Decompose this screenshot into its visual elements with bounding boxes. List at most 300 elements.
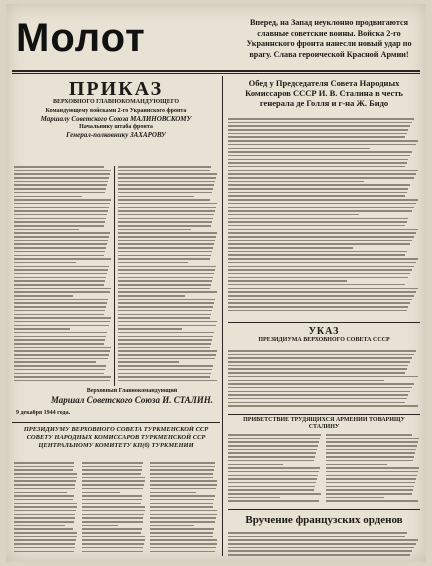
text-line bbox=[150, 506, 213, 508]
text-line bbox=[228, 195, 405, 197]
text-line bbox=[150, 488, 216, 490]
text-line bbox=[118, 361, 179, 363]
text-line bbox=[228, 478, 317, 480]
text-line bbox=[118, 173, 217, 175]
text-line bbox=[118, 236, 216, 238]
text-line bbox=[14, 317, 111, 319]
text-line bbox=[150, 514, 217, 516]
text-line bbox=[14, 310, 105, 312]
text-line bbox=[228, 162, 407, 164]
text-line bbox=[228, 291, 416, 293]
text-line bbox=[150, 551, 215, 553]
text-line bbox=[228, 467, 320, 469]
text-line bbox=[82, 492, 120, 494]
greeting-text-column-2 bbox=[326, 434, 420, 506]
order-text-column-2 bbox=[118, 166, 218, 386]
armenia-greeting-title: ПРИВЕТСТВИЕ ТРУДЯЩИХСЯ АРМЕНИИ ТОВАРИЩУ СТАЛИНУ bbox=[243, 417, 405, 430]
text-line bbox=[14, 462, 74, 464]
text-line bbox=[14, 354, 109, 356]
text-line bbox=[82, 536, 145, 538]
text-line bbox=[118, 247, 213, 249]
text-line bbox=[228, 486, 315, 488]
text-line bbox=[14, 299, 108, 301]
text-line bbox=[326, 489, 413, 491]
text-line bbox=[228, 354, 414, 356]
text-line bbox=[228, 188, 408, 190]
text-line bbox=[14, 170, 111, 172]
text-line bbox=[82, 495, 142, 497]
text-line bbox=[150, 477, 213, 479]
text-line bbox=[326, 486, 414, 488]
text-line bbox=[14, 302, 107, 304]
text-line bbox=[228, 310, 407, 312]
text-line bbox=[14, 495, 74, 497]
text-line bbox=[228, 302, 410, 304]
signature-role: Верховный Главнокомандующий bbox=[86, 388, 178, 394]
dinner-article bbox=[228, 118, 420, 316]
text-line bbox=[14, 492, 67, 494]
text-line bbox=[14, 499, 73, 501]
text-line bbox=[82, 503, 141, 505]
text-line bbox=[118, 258, 210, 260]
text-line bbox=[118, 192, 212, 194]
text-line bbox=[14, 240, 108, 242]
text-line bbox=[228, 207, 414, 209]
text-line bbox=[14, 192, 105, 194]
text-line bbox=[228, 133, 407, 135]
text-line bbox=[228, 365, 408, 367]
text-line bbox=[118, 358, 215, 360]
text-line bbox=[118, 203, 217, 205]
text-line bbox=[326, 449, 416, 451]
text-line bbox=[14, 266, 109, 268]
text-line bbox=[14, 306, 106, 308]
text-line bbox=[82, 462, 143, 464]
section-rule bbox=[228, 509, 420, 510]
text-line bbox=[326, 471, 418, 473]
signature-name: Маршал Советского Союза И. СТАЛИН. bbox=[50, 395, 214, 405]
text-line bbox=[82, 469, 142, 471]
text-line bbox=[14, 343, 104, 345]
newspaper-logo: Молот bbox=[16, 16, 146, 60]
text-line bbox=[14, 258, 111, 260]
text-line bbox=[14, 376, 111, 378]
text-line bbox=[228, 405, 418, 407]
text-line bbox=[228, 144, 416, 146]
text-line bbox=[118, 343, 211, 345]
text-line bbox=[228, 247, 353, 249]
text-line bbox=[14, 506, 77, 508]
text-line bbox=[326, 441, 418, 443]
text-line bbox=[82, 466, 142, 468]
text-line bbox=[228, 497, 280, 499]
text-line bbox=[14, 503, 77, 505]
text-line bbox=[326, 460, 413, 462]
addressee-line-1: Командующему войсками 2-го Украинского фронта bbox=[45, 108, 187, 114]
text-line bbox=[150, 503, 213, 505]
text-line bbox=[228, 232, 416, 234]
text-line bbox=[326, 438, 419, 440]
text-line bbox=[14, 280, 105, 282]
text-line bbox=[14, 210, 108, 212]
text-line bbox=[14, 273, 107, 275]
text-line bbox=[228, 438, 320, 440]
text-line bbox=[14, 466, 74, 468]
text-line bbox=[118, 314, 211, 316]
text-line bbox=[14, 173, 110, 175]
awards-text bbox=[228, 532, 420, 558]
text-line bbox=[228, 236, 414, 238]
text-line bbox=[118, 277, 213, 279]
text-line bbox=[228, 170, 418, 172]
text-line bbox=[228, 357, 412, 359]
text-line bbox=[150, 469, 214, 471]
text-line bbox=[118, 306, 213, 308]
text-line bbox=[228, 539, 418, 541]
center-divider bbox=[222, 76, 223, 556]
text-line bbox=[118, 336, 213, 338]
text-line bbox=[228, 368, 407, 370]
text-line bbox=[118, 317, 210, 319]
text-line bbox=[326, 497, 384, 499]
text-line bbox=[14, 291, 110, 293]
text-line bbox=[150, 539, 217, 541]
text-line bbox=[14, 314, 104, 316]
text-line bbox=[118, 207, 216, 209]
text-line bbox=[118, 166, 211, 168]
text-line bbox=[14, 188, 106, 190]
text-line bbox=[228, 140, 418, 142]
text-line bbox=[14, 477, 77, 479]
text-line bbox=[228, 350, 416, 352]
text-line bbox=[118, 376, 210, 378]
text-line bbox=[118, 266, 216, 268]
text-line bbox=[228, 251, 407, 253]
text-line bbox=[150, 525, 194, 527]
text-line bbox=[14, 521, 74, 523]
text-line bbox=[14, 325, 109, 327]
text-line bbox=[118, 321, 217, 323]
text-line bbox=[228, 288, 418, 290]
text-line bbox=[14, 528, 73, 530]
text-line bbox=[228, 258, 418, 260]
text-line bbox=[326, 482, 415, 484]
text-line bbox=[14, 469, 73, 471]
text-line bbox=[326, 434, 412, 436]
text-line bbox=[118, 240, 215, 242]
text-line bbox=[228, 218, 408, 220]
text-line bbox=[228, 277, 408, 279]
text-line bbox=[14, 532, 77, 534]
text-line bbox=[14, 262, 76, 264]
text-line bbox=[82, 517, 143, 519]
text-line bbox=[326, 493, 412, 495]
text-line bbox=[14, 207, 109, 209]
text-line bbox=[326, 464, 387, 466]
text-line bbox=[228, 181, 364, 183]
text-line bbox=[228, 383, 414, 385]
text-line bbox=[82, 484, 144, 486]
text-line bbox=[14, 236, 109, 238]
text-line bbox=[228, 547, 414, 549]
text-line bbox=[228, 243, 410, 245]
text-line bbox=[82, 539, 145, 541]
text-line bbox=[82, 510, 145, 512]
text-line bbox=[14, 221, 105, 223]
text-line bbox=[228, 554, 410, 556]
text-line bbox=[228, 372, 405, 374]
text-line bbox=[118, 365, 213, 367]
text-line bbox=[228, 543, 416, 545]
text-line bbox=[150, 532, 213, 534]
text-line bbox=[14, 361, 96, 363]
text-line bbox=[326, 475, 417, 477]
text-line bbox=[228, 482, 316, 484]
text-line bbox=[118, 243, 214, 245]
text-line bbox=[228, 125, 410, 127]
text-line bbox=[82, 488, 143, 490]
text-line bbox=[228, 299, 412, 301]
text-line bbox=[14, 243, 107, 245]
text-line bbox=[14, 380, 110, 382]
text-line bbox=[228, 376, 418, 378]
text-line bbox=[14, 547, 75, 549]
text-line bbox=[228, 475, 318, 477]
text-line bbox=[228, 449, 317, 451]
text-line bbox=[150, 543, 217, 545]
text-line bbox=[228, 394, 408, 396]
text-line bbox=[228, 532, 407, 534]
text-line bbox=[14, 232, 110, 234]
text-line bbox=[326, 452, 415, 454]
text-line bbox=[228, 269, 412, 271]
text-line bbox=[118, 288, 210, 290]
text-line bbox=[118, 380, 217, 382]
column-divider bbox=[114, 166, 115, 386]
text-line bbox=[150, 536, 213, 538]
text-line bbox=[228, 273, 410, 275]
text-line bbox=[228, 148, 370, 150]
text-line bbox=[14, 536, 77, 538]
text-line bbox=[14, 251, 105, 253]
turkmen-greeting-title: ПРЕЗИДИУМУ ВЕРХОВНОГО СОВЕТА ТУРКМЕНСКОЙ ССР СОВЕТУ НАРОДНЫХ КОМИССАРОВ ТУРКМЕНСКОЙ ССР ЦЕНТРАЛЬНОМУ КОМИТЕТУ КП(б) ТУРКМЕНИИ bbox=[23, 426, 209, 449]
text-line bbox=[118, 196, 194, 198]
text-line bbox=[14, 218, 106, 220]
text-line bbox=[150, 510, 217, 512]
text-line bbox=[228, 391, 410, 393]
text-line bbox=[118, 347, 210, 349]
text-line bbox=[14, 332, 107, 334]
text-line bbox=[14, 196, 82, 198]
text-line bbox=[228, 284, 405, 286]
text-line bbox=[14, 514, 75, 516]
text-line bbox=[14, 365, 106, 367]
text-line bbox=[228, 214, 359, 216]
text-line bbox=[118, 177, 216, 179]
text-line bbox=[118, 232, 217, 234]
text-line bbox=[228, 136, 405, 138]
text-line bbox=[82, 547, 143, 549]
text-line bbox=[14, 255, 104, 257]
text-line bbox=[228, 118, 414, 120]
text-line bbox=[150, 517, 216, 519]
section-rule bbox=[228, 414, 420, 415]
text-line bbox=[82, 521, 143, 523]
text-line bbox=[14, 225, 104, 227]
text-line bbox=[150, 528, 214, 530]
text-line bbox=[228, 402, 405, 404]
text-line bbox=[118, 229, 191, 231]
text-line bbox=[118, 251, 212, 253]
text-line bbox=[150, 473, 213, 475]
text-line bbox=[228, 441, 319, 443]
text-line bbox=[14, 339, 105, 341]
text-line bbox=[228, 471, 319, 473]
text-line bbox=[118, 184, 214, 186]
text-line bbox=[118, 299, 215, 301]
text-line bbox=[228, 173, 416, 175]
order-date: 9 декабря 1944 года. bbox=[16, 410, 71, 416]
bottom-text-column-1 bbox=[14, 462, 78, 558]
text-line bbox=[228, 151, 412, 153]
text-line bbox=[228, 221, 407, 223]
text-line bbox=[14, 295, 73, 297]
text-line bbox=[228, 155, 410, 157]
text-line bbox=[118, 210, 215, 212]
text-line bbox=[14, 177, 109, 179]
addressee-line-2: Маршалу Советского Союза МАЛИНОВСКОМУ bbox=[40, 115, 192, 123]
text-line bbox=[14, 166, 104, 168]
text-line bbox=[82, 506, 145, 508]
text-line bbox=[118, 170, 210, 172]
text-line bbox=[14, 321, 110, 323]
masthead-rule-thin bbox=[12, 73, 420, 74]
text-line bbox=[14, 214, 107, 216]
text-line bbox=[150, 462, 215, 464]
order-title: ПРИКАЗ bbox=[68, 78, 164, 100]
text-line bbox=[228, 456, 315, 458]
text-line bbox=[14, 203, 110, 205]
masthead bbox=[12, 8, 424, 70]
text-line bbox=[118, 369, 212, 371]
text-line bbox=[118, 273, 214, 275]
text-line bbox=[228, 493, 321, 495]
text-line bbox=[228, 203, 416, 205]
text-line bbox=[14, 517, 75, 519]
text-line bbox=[118, 302, 214, 304]
dinner-headline: Обед у Председателя Совета Народных Комиссаров СССР И. В. Сталина в честь генерала де Голля и г-на Ж. Бидо bbox=[245, 78, 403, 108]
text-line bbox=[14, 277, 106, 279]
text-line bbox=[82, 532, 141, 534]
text-line bbox=[82, 499, 142, 501]
text-line bbox=[118, 332, 214, 334]
masthead-banner: Вперед, на Запад неуклонно продвигаются славные советские воины. Войска 2-го Украинского фронта нанесли новый удар по врагу. Слава героической Красной Армии! bbox=[246, 18, 412, 59]
ukaz-header: УКАЗ ПРЕЗИДИУМА ВЕРХОВНОГО СОВЕТА СССР bbox=[258, 326, 390, 343]
text-line bbox=[118, 221, 212, 223]
text-line bbox=[118, 214, 214, 216]
text-line bbox=[14, 480, 76, 482]
text-line bbox=[118, 350, 217, 352]
greeting-text-column-1 bbox=[228, 434, 322, 506]
text-line bbox=[326, 456, 414, 458]
text-line bbox=[14, 543, 75, 545]
text-line bbox=[14, 284, 104, 286]
text-line bbox=[14, 229, 79, 231]
text-line bbox=[228, 210, 412, 212]
text-line bbox=[228, 225, 405, 227]
text-line bbox=[118, 291, 217, 293]
text-line bbox=[14, 473, 77, 475]
text-line bbox=[118, 339, 212, 341]
text-line bbox=[228, 266, 414, 268]
text-line bbox=[228, 184, 410, 186]
text-line bbox=[118, 199, 210, 201]
text-line bbox=[150, 492, 196, 494]
text-line bbox=[118, 255, 211, 257]
text-line bbox=[14, 288, 111, 290]
text-line bbox=[82, 528, 142, 530]
text-line bbox=[228, 434, 321, 436]
text-line bbox=[228, 262, 416, 264]
text-line bbox=[118, 310, 212, 312]
text-line bbox=[118, 295, 185, 297]
text-line bbox=[14, 347, 111, 349]
section-rule bbox=[228, 322, 420, 323]
text-line bbox=[150, 547, 216, 549]
text-line bbox=[150, 480, 217, 482]
text-line bbox=[228, 452, 316, 454]
text-line bbox=[82, 473, 141, 475]
text-line bbox=[228, 254, 405, 256]
text-line bbox=[118, 269, 215, 271]
text-line bbox=[14, 510, 76, 512]
text-line bbox=[228, 240, 412, 242]
text-line bbox=[82, 543, 144, 545]
text-line bbox=[118, 225, 211, 227]
text-line bbox=[228, 122, 412, 124]
text-line bbox=[14, 199, 111, 201]
text-line bbox=[14, 350, 110, 352]
bottom-text-column-2 bbox=[82, 462, 146, 558]
text-line bbox=[228, 129, 408, 131]
text-line bbox=[228, 489, 314, 491]
text-line bbox=[228, 229, 418, 231]
awards-title: Вручение французских орденов bbox=[245, 514, 403, 526]
text-line bbox=[228, 295, 414, 297]
text-line bbox=[228, 166, 405, 168]
text-line bbox=[228, 192, 407, 194]
section-rule bbox=[12, 422, 220, 423]
text-line bbox=[150, 495, 215, 497]
text-line bbox=[14, 488, 75, 490]
text-line bbox=[14, 181, 108, 183]
text-line bbox=[326, 445, 417, 447]
text-line bbox=[118, 284, 211, 286]
text-line bbox=[228, 361, 410, 363]
text-line bbox=[118, 218, 213, 220]
order-subtitle: ВЕРХОВНОГО ГЛАВНОКОМАНДУЮЩЕГО bbox=[52, 99, 180, 105]
text-line bbox=[14, 551, 74, 553]
text-line bbox=[14, 328, 70, 330]
order-title-block bbox=[14, 78, 218, 100]
text-line bbox=[14, 484, 75, 486]
text-line bbox=[228, 380, 384, 382]
text-line bbox=[150, 466, 215, 468]
text-line bbox=[228, 398, 407, 400]
text-line bbox=[228, 199, 418, 201]
text-line bbox=[150, 521, 215, 523]
text-line bbox=[228, 460, 314, 462]
